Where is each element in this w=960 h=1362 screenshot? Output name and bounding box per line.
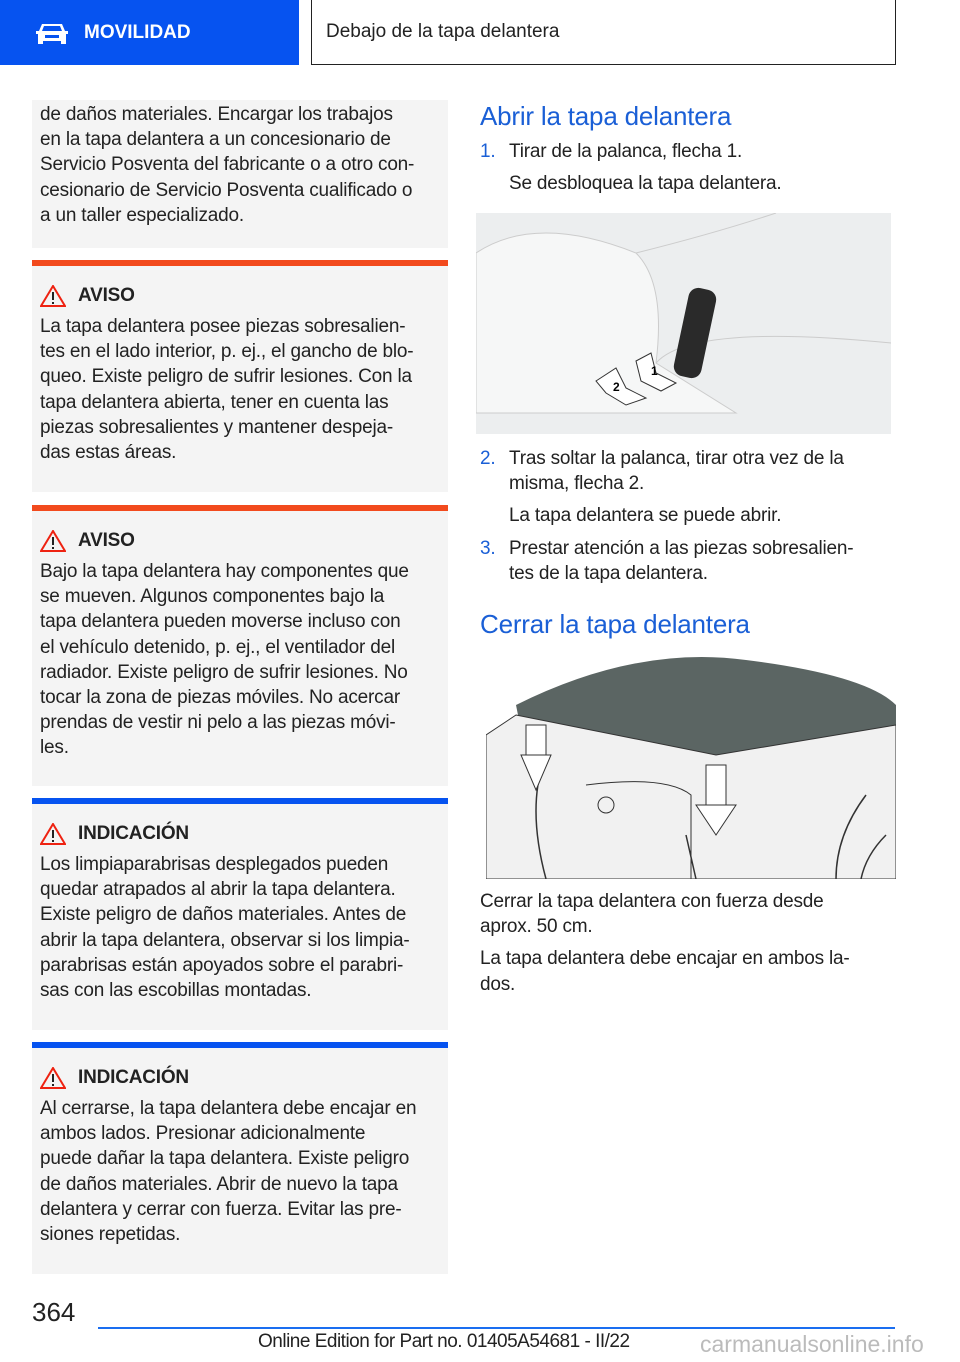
intro-box: [32, 100, 448, 248]
section-label: MOVILIDAD: [84, 21, 191, 43]
step-list: [480, 139, 900, 196]
page-title: Debajo de la tapa delantera: [311, 0, 896, 65]
step-number: 2.: [480, 448, 496, 469]
left-column: [32, 100, 448, 1274]
notice-label: INDICACIÓN: [78, 1067, 189, 1088]
close-paragraph-2: La tapa delantera debe encajar en ambos la- dos.: [480, 948, 850, 995]
lever-figure: [476, 213, 891, 434]
step-text: Prestar atención a las piezas sobresalien- tes de la tapa delantera.: [509, 537, 854, 584]
notice-box: [32, 266, 448, 492]
step-number: 3.: [480, 537, 496, 559]
edition-text: Online Edition for Part no. 01405A54681 - II/22: [258, 1331, 630, 1352]
page-number: 364: [32, 1297, 76, 1327]
step-list-cont: [480, 446, 900, 586]
step-number: 1.: [480, 141, 496, 162]
warning-icon: [40, 823, 66, 845]
notice-box: [32, 511, 448, 786]
step-result: La tapa delantera se puede abrir.: [509, 505, 782, 527]
car-icon: [36, 22, 68, 44]
notice-text: Bajo la tapa delantera hay componentes que se mueven. Algunos componentes bajo la tapa delantera pueden moverse incluso con el vehículo detenido, p. ej., el ventilador del radiador. Existe peligro de sufrir lesiones. No tocar la zona de piezas móviles. No acercar prendas de vestir ni pelo a las piezas móvi- les.: [40, 561, 409, 759]
closing-figure: [486, 655, 896, 879]
notice-box: [32, 1048, 448, 1274]
open-heading: Abrir la tapa delantera: [480, 101, 732, 131]
notice-label: AVISO: [78, 285, 135, 306]
arrow-label-1: 1: [651, 364, 658, 378]
notice-label: AVISO: [78, 530, 135, 551]
watermark: carmanualsonline.info: [700, 1331, 924, 1357]
warning-icon: [40, 530, 66, 552]
footer-divider: [98, 1327, 895, 1329]
step-text: Tirar de la palanca, flecha 1.: [509, 141, 743, 162]
notice-text: Al cerrarse, la tapa delantera debe encajar en ambos lados. Presionar adicionalmente puede dañar la tapa delantera. Existe peligro de daños materiales. Abrir de nuevo la tapa delantera y cerrar con fuerza. Evitar las pre- siones repetidas.: [40, 1098, 417, 1246]
section-tab: [0, 0, 299, 65]
close-paragraph-1: Cerrar la tapa delantera con fuerza desde aprox. 50 cm.: [480, 891, 824, 938]
notice-text: La tapa delantera posee piezas sobresalien- tes en el lado interior, p. ej., el gancho de blo- queo. Existe peligro de sufrir lesiones. Con la tapa delantera abierta, tener en cuenta las piezas sobresalientes y mantener despeja- das estas áreas.: [40, 316, 414, 464]
notice-text: Los limpiaparabrisas desplegados pueden quedar atrapados al abrir la tapa delantera. Existe peligro de daños materiales. Antes de abrir la tapa delantera, observar si los limpia- parabrisas están apoyados sobre el parabri- sas con las escobillas montadas.: [40, 854, 410, 1002]
step-result: Se desbloquea la tapa delantera.: [509, 173, 782, 195]
arrow-label-2: 2: [613, 380, 620, 394]
warning-icon: [40, 1067, 66, 1089]
notice-box: [32, 804, 448, 1030]
warning-icon: [40, 285, 66, 307]
close-heading: Cerrar la tapa delantera: [480, 609, 750, 639]
step-text: Tras soltar la palanca, tirar otra vez de la misma, flecha 2.: [509, 448, 844, 495]
notice-label: INDICACIÓN: [78, 823, 189, 844]
close-text: [480, 889, 900, 997]
intro-text: de daños materiales. Encargar los trabajos en la tapa delantera a un concesionario de Servicio Posventa del fabricante o a otro con- cesionario de Servicio Posventa cualificado o a un taller especializado.: [40, 104, 415, 226]
